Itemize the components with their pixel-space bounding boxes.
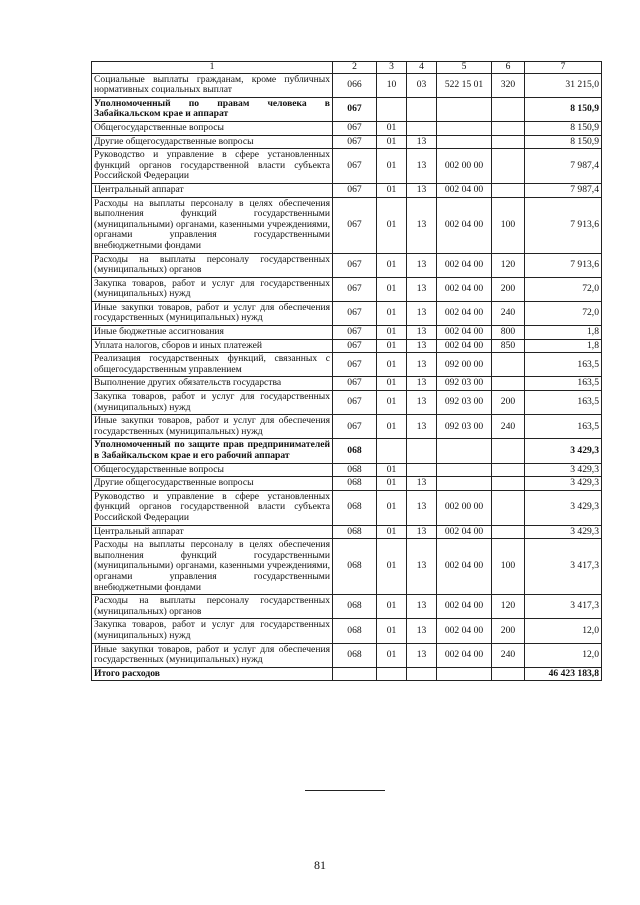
expense-type-cell bbox=[492, 135, 525, 149]
section-cell: 01 bbox=[377, 149, 407, 184]
subsection-cell: 13 bbox=[407, 353, 437, 377]
admin-code-cell: 068 bbox=[333, 439, 377, 463]
section-cell: 01 bbox=[377, 377, 407, 391]
subsection-cell: 03 bbox=[407, 73, 437, 97]
table-row bbox=[92, 377, 602, 391]
row-name-cell: Расходы на выплаты персоналу в целях обеспечения выполнения функций государственными (муниципальными) органами, казенными учреждениями, органами управления государственными внебюджетными фондами bbox=[92, 539, 333, 595]
row-name-cell: Расходы на выплаты персоналу государственных (муниципальных) органов bbox=[92, 595, 333, 619]
expense-type-cell bbox=[492, 149, 525, 184]
section-cell: 01 bbox=[377, 490, 407, 525]
target-article-cell: 002 04 00 bbox=[437, 643, 492, 667]
amount-cell: 8 150,9 bbox=[525, 121, 602, 135]
admin-code-cell: 067 bbox=[333, 326, 377, 340]
amount-cell: 7 913,6 bbox=[525, 197, 602, 253]
row-name-cell: Расходы на выплаты персоналу государственных (муниципальных) органов bbox=[92, 253, 333, 277]
admin-code-cell: 068 bbox=[333, 539, 377, 595]
table-row bbox=[92, 339, 602, 353]
subsection-cell bbox=[407, 463, 437, 477]
target-article-cell: 002 04 00 bbox=[437, 197, 492, 253]
target-article-cell: 092 03 00 bbox=[437, 415, 492, 439]
subsection-cell: 13 bbox=[407, 490, 437, 525]
row-name-cell: Социальные выплаты гражданам, кроме публичных нормативных социальных выплат bbox=[92, 73, 333, 97]
section-cell: 01 bbox=[377, 525, 407, 539]
footnote-separator bbox=[305, 790, 385, 791]
row-name-cell: Реализация государственных функций, связанных с общегосударственным управлением bbox=[92, 353, 333, 377]
subsection-cell: 13 bbox=[407, 619, 437, 643]
row-name-cell: Расходы на выплаты персоналу в целях обеспечения выполнения функций государственными (муниципальными) органами, казенными учреждениями, органами управления государственными внебюджетными фондами bbox=[92, 197, 333, 253]
section-cell: 01 bbox=[377, 253, 407, 277]
table-row bbox=[92, 539, 602, 595]
section-cell: 01 bbox=[377, 391, 407, 415]
row-name-cell: Закупка товаров, работ и услуг для государственных (муниципальных) нужд bbox=[92, 277, 333, 301]
row-name-cell: Итого расходов bbox=[92, 667, 333, 681]
expense-type-cell: 200 bbox=[492, 619, 525, 643]
admin-code-cell: 066 bbox=[333, 73, 377, 97]
column-header: 5 bbox=[437, 62, 492, 74]
table-row bbox=[92, 97, 602, 121]
expense-type-cell bbox=[492, 353, 525, 377]
amount-cell: 3 429,3 bbox=[525, 525, 602, 539]
section-cell: 01 bbox=[377, 339, 407, 353]
expense-type-cell: 120 bbox=[492, 595, 525, 619]
admin-code-cell: 067 bbox=[333, 353, 377, 377]
table-row bbox=[92, 149, 602, 184]
section-cell bbox=[377, 667, 407, 681]
subsection-cell: 13 bbox=[407, 339, 437, 353]
table-body bbox=[92, 73, 602, 681]
column-header: 2 bbox=[333, 62, 377, 74]
admin-code-cell: 068 bbox=[333, 619, 377, 643]
table-row bbox=[92, 391, 602, 415]
row-name-cell: Центральный аппарат bbox=[92, 525, 333, 539]
amount-cell: 3 429,3 bbox=[525, 439, 602, 463]
row-name-cell: Центральный аппарат bbox=[92, 183, 333, 197]
admin-code-cell: 067 bbox=[333, 301, 377, 325]
target-article-cell bbox=[437, 439, 492, 463]
section-cell: 01 bbox=[377, 135, 407, 149]
table-row bbox=[92, 595, 602, 619]
subsection-cell bbox=[407, 667, 437, 681]
section-cell: 01 bbox=[377, 619, 407, 643]
expense-type-cell: 850 bbox=[492, 339, 525, 353]
column-header: 7 bbox=[525, 62, 602, 74]
row-name-cell: Другие общегосударственные вопросы bbox=[92, 135, 333, 149]
row-name-cell: Руководство и управление в сфере установленных функций органов государственной власти субъекта Российской Федерации bbox=[92, 490, 333, 525]
expense-type-cell: 120 bbox=[492, 253, 525, 277]
table-row bbox=[92, 135, 602, 149]
row-name-cell: Иные закупки товаров, работ и услуг для обеспечения государственных (муниципальных) нужд bbox=[92, 301, 333, 325]
target-article-cell: 002 04 00 bbox=[437, 301, 492, 325]
admin-code-cell: 067 bbox=[333, 121, 377, 135]
target-article-cell: 092 00 00 bbox=[437, 353, 492, 377]
target-article-cell bbox=[437, 463, 492, 477]
subsection-cell: 13 bbox=[407, 277, 437, 301]
admin-code-cell: 067 bbox=[333, 391, 377, 415]
target-article-cell: 522 15 01 bbox=[437, 73, 492, 97]
section-cell: 01 bbox=[377, 326, 407, 340]
admin-code-cell: 067 bbox=[333, 183, 377, 197]
target-article-cell: 002 04 00 bbox=[437, 539, 492, 595]
amount-cell: 3 417,3 bbox=[525, 539, 602, 595]
row-name-cell: Уполномоченный по правам человека в Забайкальском крае и аппарат bbox=[92, 97, 333, 121]
table-row bbox=[92, 197, 602, 253]
row-name-cell: Закупка товаров, работ и услуг для государственных (муниципальных) нужд bbox=[92, 391, 333, 415]
amount-cell: 12,0 bbox=[525, 619, 602, 643]
target-article-cell bbox=[437, 121, 492, 135]
section-cell bbox=[377, 439, 407, 463]
target-article-cell bbox=[437, 477, 492, 491]
amount-cell: 1,8 bbox=[525, 326, 602, 340]
subsection-cell: 13 bbox=[407, 377, 437, 391]
section-cell: 01 bbox=[377, 477, 407, 491]
amount-cell: 7 913,6 bbox=[525, 253, 602, 277]
amount-cell: 163,5 bbox=[525, 415, 602, 439]
table-row bbox=[92, 415, 602, 439]
target-article-cell: 002 04 00 bbox=[437, 339, 492, 353]
expense-type-cell: 240 bbox=[492, 415, 525, 439]
table-row bbox=[92, 439, 602, 463]
expense-type-cell bbox=[492, 525, 525, 539]
admin-code-cell: 067 bbox=[333, 339, 377, 353]
admin-code-cell: 067 bbox=[333, 135, 377, 149]
amount-cell: 163,5 bbox=[525, 377, 602, 391]
section-cell: 01 bbox=[377, 121, 407, 135]
row-name-cell: Закупка товаров, работ и услуг для государственных (муниципальных) нужд bbox=[92, 619, 333, 643]
admin-code-cell: 067 bbox=[333, 377, 377, 391]
amount-cell: 3 429,3 bbox=[525, 463, 602, 477]
section-cell: 01 bbox=[377, 539, 407, 595]
amount-cell: 72,0 bbox=[525, 301, 602, 325]
subsection-cell: 13 bbox=[407, 415, 437, 439]
expense-type-cell: 320 bbox=[492, 73, 525, 97]
admin-code-cell: 068 bbox=[333, 477, 377, 491]
column-header: 3 bbox=[377, 62, 407, 74]
subsection-cell: 13 bbox=[407, 326, 437, 340]
expense-type-cell: 240 bbox=[492, 643, 525, 667]
row-name-cell: Уплата налогов, сборов и иных платежей bbox=[92, 339, 333, 353]
target-article-cell: 002 00 00 bbox=[437, 149, 492, 184]
expense-type-cell bbox=[492, 463, 525, 477]
table-row bbox=[92, 525, 602, 539]
admin-code-cell: 067 bbox=[333, 253, 377, 277]
expense-type-cell bbox=[492, 183, 525, 197]
table-row bbox=[92, 643, 602, 667]
admin-code-cell: 068 bbox=[333, 463, 377, 477]
expense-type-cell: 100 bbox=[492, 197, 525, 253]
table-row bbox=[92, 463, 602, 477]
target-article-cell: 002 04 00 bbox=[437, 525, 492, 539]
budget-table bbox=[91, 61, 602, 681]
subsection-cell bbox=[407, 121, 437, 135]
amount-cell: 31 215,0 bbox=[525, 73, 602, 97]
column-header: 6 bbox=[492, 62, 525, 74]
subsection-cell: 13 bbox=[407, 135, 437, 149]
row-name-cell: Иные закупки товаров, работ и услуг для обеспечения государственных (муниципальных) нужд bbox=[92, 415, 333, 439]
expense-type-cell bbox=[492, 377, 525, 391]
amount-cell: 8 150,9 bbox=[525, 135, 602, 149]
admin-code-cell: 067 bbox=[333, 277, 377, 301]
amount-cell: 7 987,4 bbox=[525, 183, 602, 197]
target-article-cell: 002 04 00 bbox=[437, 183, 492, 197]
subsection-cell: 13 bbox=[407, 149, 437, 184]
table-row bbox=[92, 667, 602, 681]
row-name-cell: Уполномоченный по защите прав предпринимателей в Забайкальском крае и его рабочий аппарат bbox=[92, 439, 333, 463]
target-article-cell: 092 03 00 bbox=[437, 391, 492, 415]
target-article-cell bbox=[437, 135, 492, 149]
table-row bbox=[92, 253, 602, 277]
expense-type-cell bbox=[492, 439, 525, 463]
amount-cell: 3 417,3 bbox=[525, 595, 602, 619]
subsection-cell: 13 bbox=[407, 391, 437, 415]
row-name-cell: Иные бюджетные ассигнования bbox=[92, 326, 333, 340]
amount-cell: 163,5 bbox=[525, 353, 602, 377]
section-cell: 01 bbox=[377, 643, 407, 667]
table-row bbox=[92, 326, 602, 340]
section-cell: 10 bbox=[377, 73, 407, 97]
amount-cell: 3 429,3 bbox=[525, 490, 602, 525]
section-cell: 01 bbox=[377, 353, 407, 377]
expense-type-cell: 200 bbox=[492, 277, 525, 301]
admin-code-cell: 067 bbox=[333, 97, 377, 121]
admin-code-cell bbox=[333, 667, 377, 681]
admin-code-cell: 067 bbox=[333, 197, 377, 253]
amount-cell: 163,5 bbox=[525, 391, 602, 415]
target-article-cell: 002 04 00 bbox=[437, 595, 492, 619]
subsection-cell: 13 bbox=[407, 643, 437, 667]
row-name-cell: Общегосударственные вопросы bbox=[92, 463, 333, 477]
expense-type-cell bbox=[492, 477, 525, 491]
target-article-cell bbox=[437, 667, 492, 681]
column-header: 4 bbox=[407, 62, 437, 74]
table-row bbox=[92, 301, 602, 325]
admin-code-cell: 068 bbox=[333, 490, 377, 525]
section-cell: 01 bbox=[377, 183, 407, 197]
table-row bbox=[92, 183, 602, 197]
section-cell: 01 bbox=[377, 415, 407, 439]
column-header: 1 bbox=[92, 62, 333, 74]
expense-type-cell bbox=[492, 490, 525, 525]
subsection-cell: 13 bbox=[407, 183, 437, 197]
target-article-cell: 002 04 00 bbox=[437, 326, 492, 340]
table-row bbox=[92, 277, 602, 301]
subsection-cell: 13 bbox=[407, 525, 437, 539]
target-article-cell: 002 04 00 bbox=[437, 277, 492, 301]
section-cell: 01 bbox=[377, 197, 407, 253]
target-article-cell bbox=[437, 97, 492, 121]
amount-cell: 3 429,3 bbox=[525, 477, 602, 491]
section-cell: 01 bbox=[377, 301, 407, 325]
row-name-cell: Общегосударственные вопросы bbox=[92, 121, 333, 135]
expense-type-cell: 800 bbox=[492, 326, 525, 340]
target-article-cell: 002 00 00 bbox=[437, 490, 492, 525]
subsection-cell: 13 bbox=[407, 477, 437, 491]
section-cell: 01 bbox=[377, 595, 407, 619]
subsection-cell: 13 bbox=[407, 595, 437, 619]
amount-cell: 72,0 bbox=[525, 277, 602, 301]
admin-code-cell: 068 bbox=[333, 643, 377, 667]
target-article-cell: 002 04 00 bbox=[437, 253, 492, 277]
expense-type-cell: 200 bbox=[492, 391, 525, 415]
admin-code-cell: 067 bbox=[333, 415, 377, 439]
row-name-cell: Иные закупки товаров, работ и услуг для обеспечения государственных (муниципальных) нужд bbox=[92, 643, 333, 667]
subsection-cell: 13 bbox=[407, 539, 437, 595]
table-row bbox=[92, 121, 602, 135]
subsection-cell bbox=[407, 439, 437, 463]
table-row bbox=[92, 490, 602, 525]
amount-cell: 7 987,4 bbox=[525, 149, 602, 184]
page-number: 81 bbox=[314, 858, 326, 872]
expense-type-cell: 100 bbox=[492, 539, 525, 595]
amount-cell: 46 423 183,8 bbox=[525, 667, 602, 681]
subsection-cell bbox=[407, 97, 437, 121]
table-row bbox=[92, 73, 602, 97]
admin-code-cell: 067 bbox=[333, 149, 377, 184]
target-article-cell: 092 03 00 bbox=[437, 377, 492, 391]
admin-code-cell: 068 bbox=[333, 525, 377, 539]
table-row bbox=[92, 353, 602, 377]
expense-type-cell bbox=[492, 667, 525, 681]
table-header-row bbox=[92, 62, 602, 74]
subsection-cell: 13 bbox=[407, 197, 437, 253]
row-name-cell: Выполнение других обязательств государства bbox=[92, 377, 333, 391]
table-row bbox=[92, 619, 602, 643]
subsection-cell: 13 bbox=[407, 301, 437, 325]
row-name-cell: Руководство и управление в сфере установленных функций органов государственной власти субъекта Российской Федерации bbox=[92, 149, 333, 184]
amount-cell: 1,8 bbox=[525, 339, 602, 353]
table-row bbox=[92, 477, 602, 491]
subsection-cell: 13 bbox=[407, 253, 437, 277]
section-cell: 01 bbox=[377, 277, 407, 301]
admin-code-cell: 068 bbox=[333, 595, 377, 619]
target-article-cell: 002 04 00 bbox=[437, 619, 492, 643]
section-cell bbox=[377, 97, 407, 121]
row-name-cell: Другие общегосударственные вопросы bbox=[92, 477, 333, 491]
expense-type-cell: 240 bbox=[492, 301, 525, 325]
expense-type-cell bbox=[492, 121, 525, 135]
expense-type-cell bbox=[492, 97, 525, 121]
amount-cell: 12,0 bbox=[525, 643, 602, 667]
section-cell: 01 bbox=[377, 463, 407, 477]
amount-cell: 8 150,9 bbox=[525, 97, 602, 121]
